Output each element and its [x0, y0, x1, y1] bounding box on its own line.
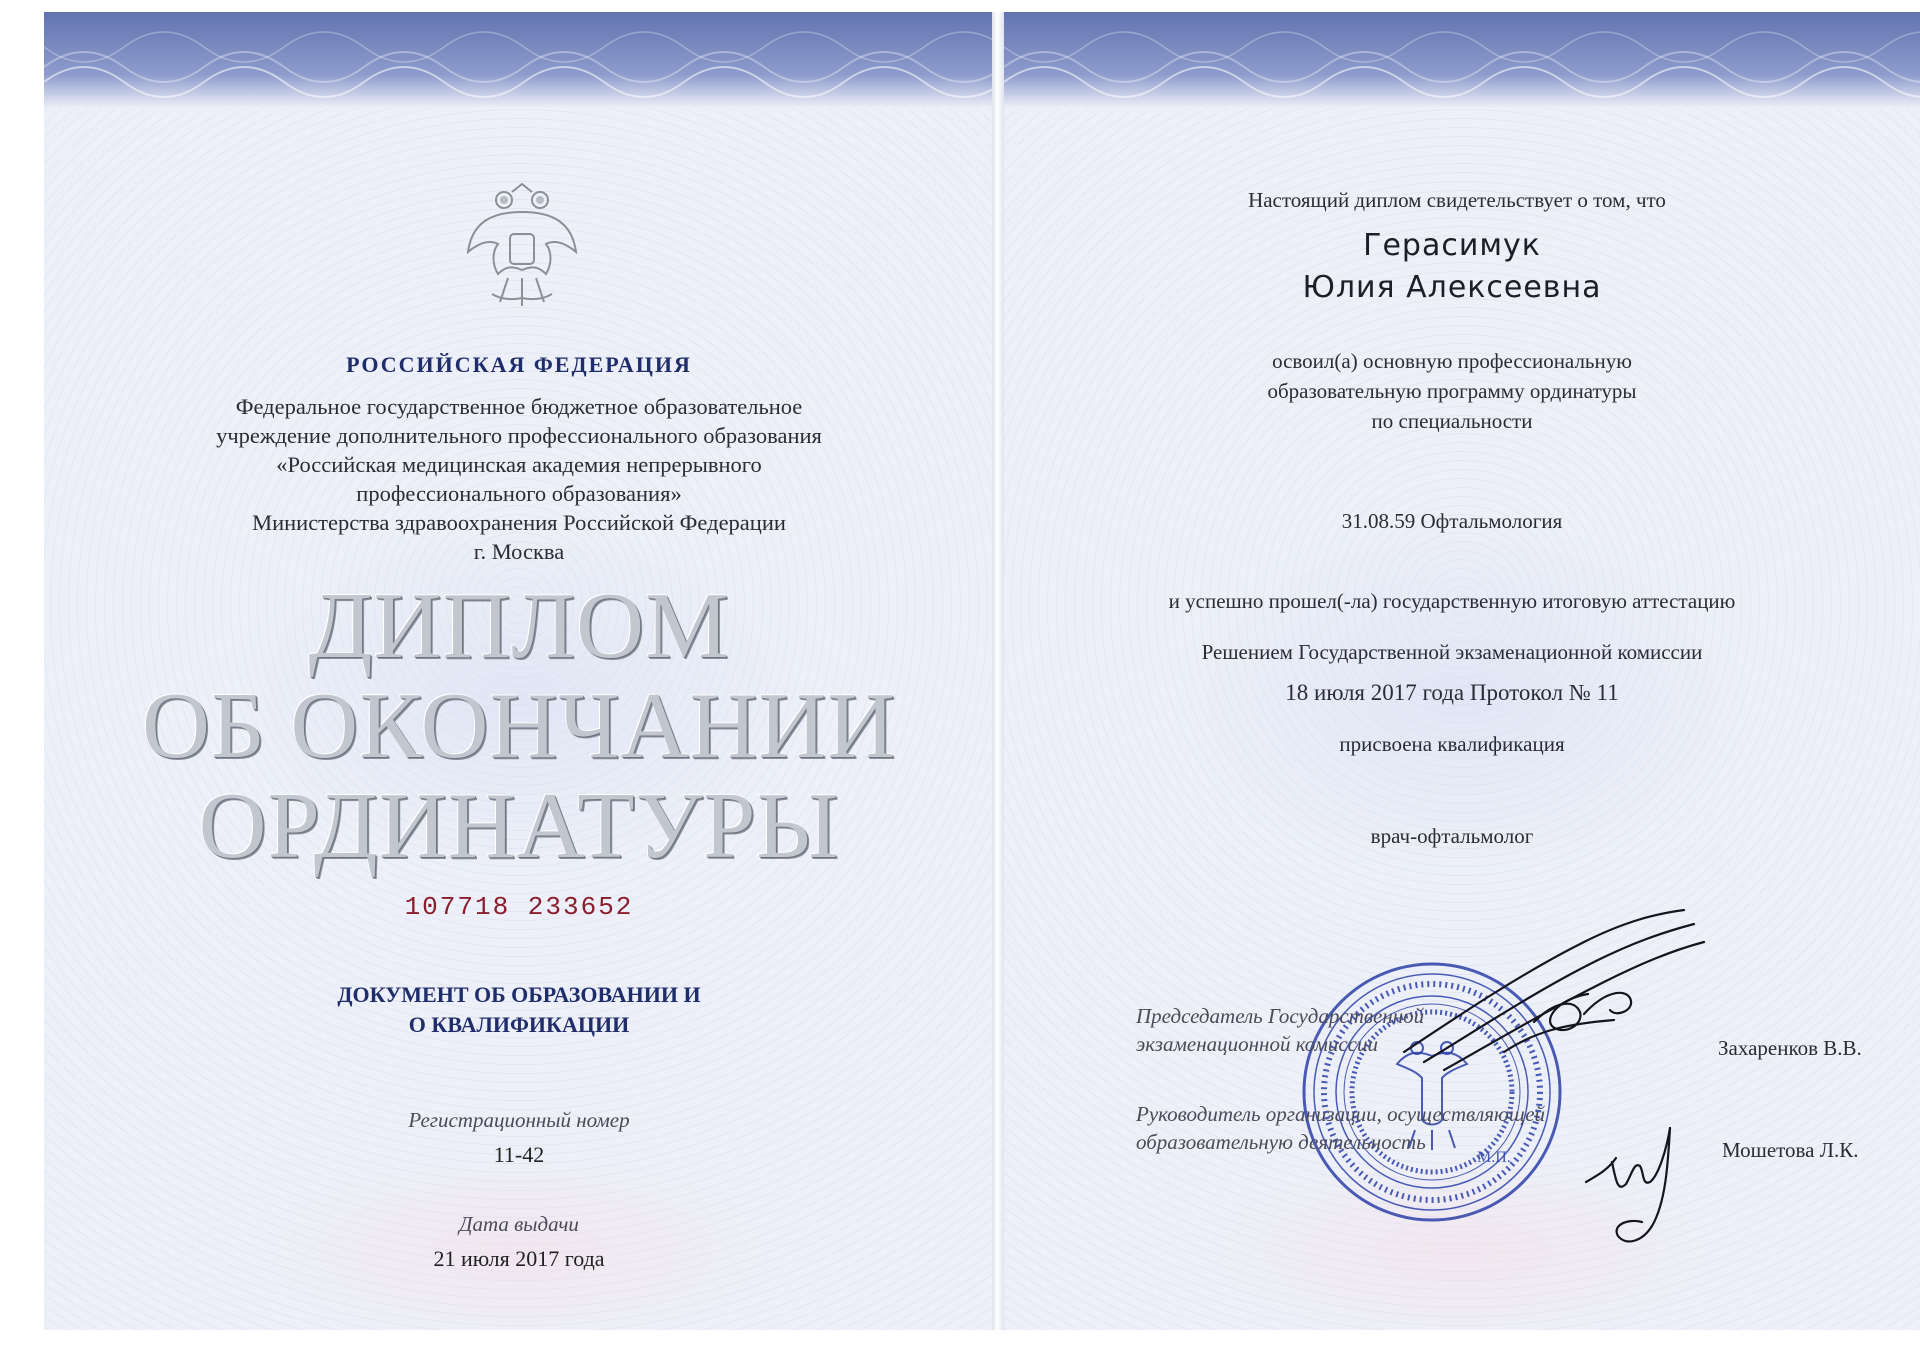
diploma-title-line-3: ОРДИНАТУРЫ [198, 774, 840, 878]
decision-date: 18 июля 2017 года Протокол № 11 [1285, 680, 1619, 705]
institution-line: учреждение дополнительного профессионального образования [216, 423, 822, 448]
institution-line: Федеральное государственное бюджетное образовательное [235, 394, 803, 419]
head-label: образовательную деятельность [1136, 1130, 1426, 1154]
chairman-name: Захаренков В.В. [1718, 1036, 1862, 1060]
issue-date-label: Дата выдачи [459, 1212, 579, 1236]
qualification-label: присвоена квалификация [1339, 732, 1565, 756]
left-page [44, 12, 994, 1330]
chairman-label: экзаменационной комиссии [1136, 1032, 1378, 1056]
head-name: Мошетова Л.К. [1722, 1138, 1859, 1162]
guilloche-band [1004, 12, 1920, 108]
registration-label: Регистрационный номер [408, 1108, 630, 1132]
institution-line: профессионального образования» [356, 481, 682, 506]
commission-decision: Решением Государственной экзаменационной комиссии [1201, 640, 1703, 664]
diploma-title-line-2: ОБ ОКОНЧАНИИ [142, 674, 896, 778]
institution-city: г. Москва [473, 539, 565, 564]
diploma-sheet [44, 12, 1920, 1330]
document-type-line-1: ДОКУМЕНТ ОБ ОБРАЗОВАНИИ И [337, 982, 701, 1007]
issue-date: 21 июля 2017 года [433, 1246, 605, 1271]
institution-line: «Российская медицинская академия непрерывного [276, 452, 762, 477]
program-line: образовательную программу ординатуры [1267, 379, 1637, 403]
certification-intro: Настоящий диплом свидетельствует о том, что [1248, 188, 1666, 212]
specialty: 31.08.59 Офтальмология [1341, 509, 1563, 533]
institution-line: Министерства здравоохранения Российской Федерации [252, 510, 786, 535]
program-line: освоил(а) основную профессиональную [1272, 349, 1632, 373]
stamp-mark: М.П. [1477, 1149, 1511, 1166]
graduate-surname: Герасимук [1363, 228, 1541, 263]
attestation-text: и успешно прошел(-ла) государственную итоговую аттестацию [1168, 589, 1736, 613]
coat-of-arms-icon [462, 182, 582, 322]
graduate-given-names: Юлия Алексеевна [1302, 270, 1602, 305]
right-page [1004, 12, 1920, 1330]
guilloche-band [44, 12, 994, 108]
chairman-label: Председатель Государственной [1136, 1004, 1425, 1028]
country-heading: РОССИЙСКАЯ ФЕДЕРАЦИЯ [346, 352, 692, 377]
program-line: по специальности [1371, 409, 1533, 433]
registration-number: 11-42 [493, 1142, 545, 1167]
document-type-line-2: О КВАЛИФИКАЦИИ [408, 1012, 630, 1037]
diploma-title-line-1: ДИПЛОМ [308, 574, 730, 678]
serial-number: 107718 233652 [404, 892, 634, 922]
chairman-signature [1384, 902, 1724, 1102]
head-signature [1582, 1122, 1722, 1252]
head-label: Руководитель организации, осуществляющей [1136, 1102, 1546, 1126]
qualification: врач-офтальмолог [1370, 824, 1534, 848]
